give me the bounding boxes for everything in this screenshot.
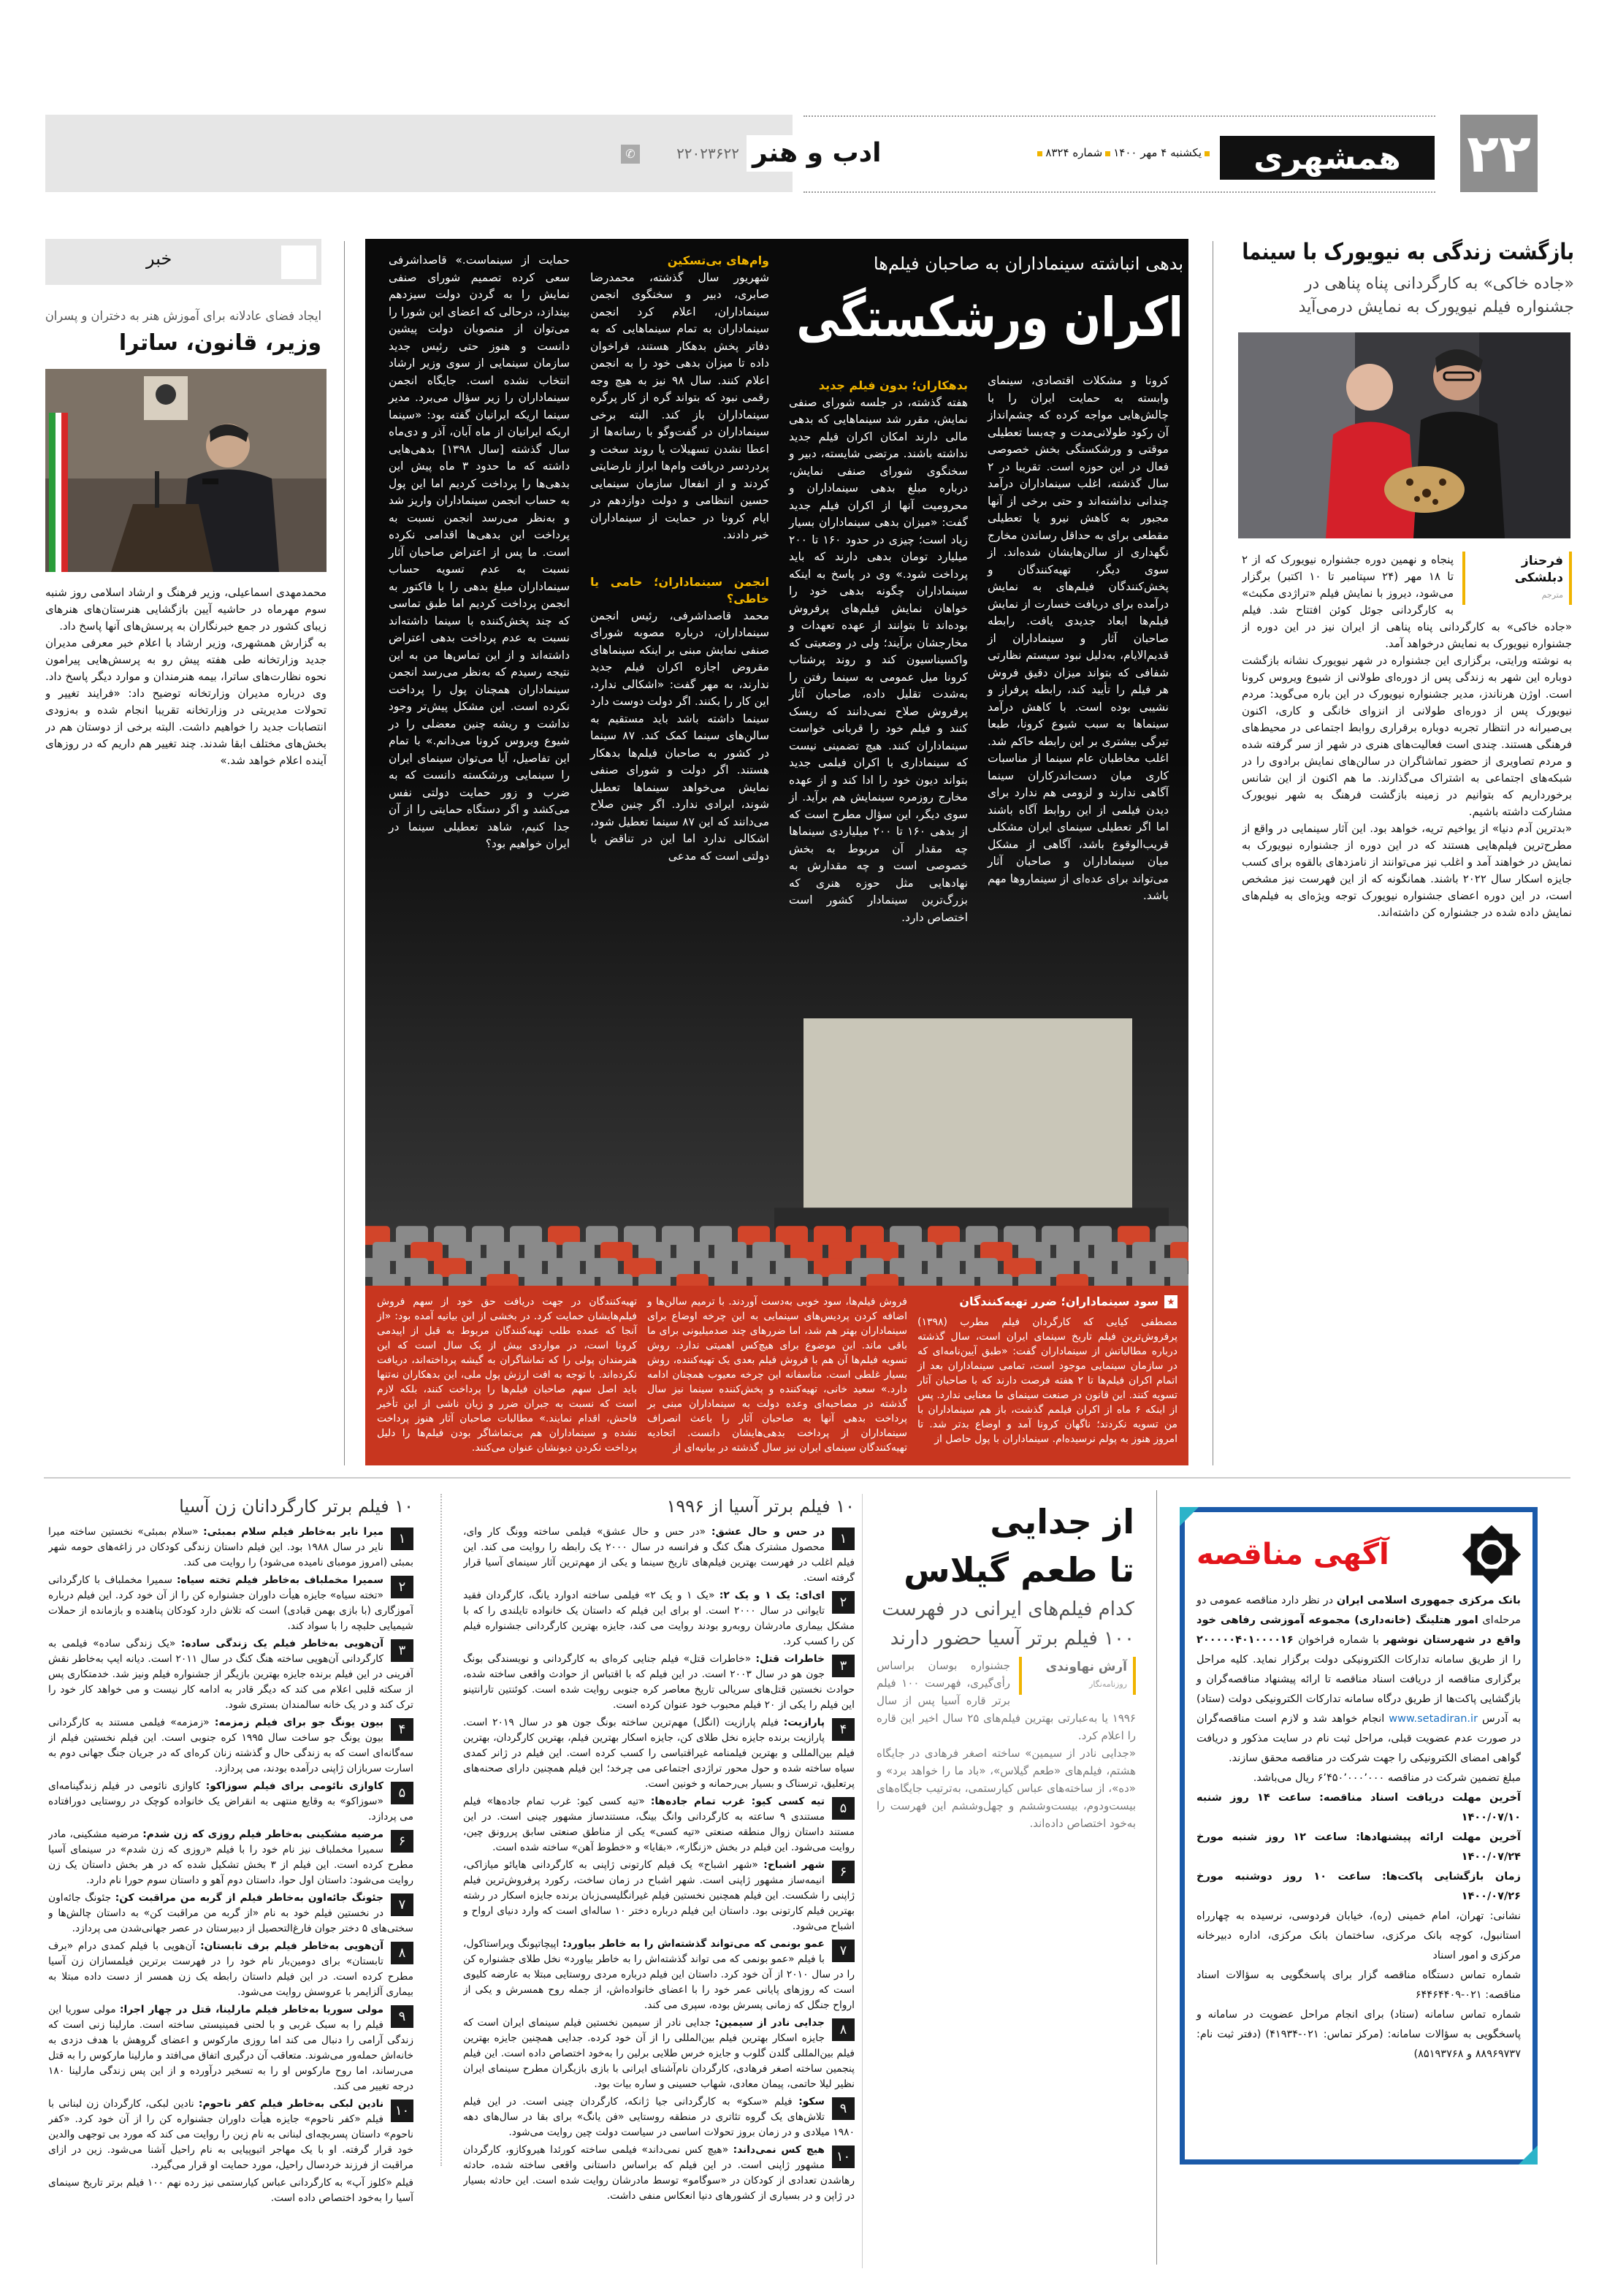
paragraph: جشنواره بوسان براساس رأی‌گیری، فهرست ۱۰۰ فیلم برتر قاره آسیا پس از سال ۱۹۹۶ یا به‌عبارتی بهترین فیلم‌های ۲۵ سال اخیر این قاره را اعلام کرد.: [877, 1659, 1136, 1742]
seat: [1132, 1274, 1164, 1286]
author-role: مترجم: [1541, 590, 1563, 600]
seat: [524, 1274, 557, 1286]
item-title: جدایی نادر از سیمین:: [714, 2017, 825, 2029]
list-footnote: فیلم «کلوز آپ» به کارگردانی عباس کیارستمی نیز رده نهم ۱۰۰ فیلم برتر تاریخ سینمای آسیا را به‌خود اختصاص داده است.: [48, 2177, 413, 2204]
item-text: کاوازی نائومی در فیلم زندگینامه‌ای «سوزاکو» به وقایع منتهی به انقراض یک خانواده کوچک در روستایی دورافتاده می پردازد.: [48, 1780, 413, 1823]
news-title: وزیر، قانون، ساترا: [118, 330, 321, 356]
item-title: در حس و حال عشق:: [711, 1526, 825, 1538]
seat: [980, 1274, 1012, 1286]
seat: [676, 1274, 709, 1286]
item-title: آن‌هویی به‌خاطر فیلم برف تابستان:: [200, 1940, 383, 1952]
item-text: اپیچاتپونگ ویراستاکول، با فیلم «عمو بونمی که می تواند گذشته‌اش را به خاطر بیاورد» نخل طلای جشنواره کن را در سال ۲۰۱۰ از آن خود کرد. داستان این فیلم درباره مردی روستایی مبتلا به عارضه کلیوی است که روزهای پایانی عمر خود را با اعضای خانواده‌اش، از جمله روح همسرش و یکی از ارواح جنگل که زمانی پسرش بوده، سپری می کند.: [463, 1938, 855, 2011]
item-text: «شهر اشباح» یک فیلم کارتونی ژاپنی به کارگردانی هایائو میازاکی، انیمه‌ساز مشهور ژاپنی است. شهر اشباح در زمان ساخت، رکورد پرفروش‌ترین فیلم ژاپنی را شکست. این فیلم همچنین نخستین فیلم غیرانگلیسی‌زبان برنده جایزه اسکار در رشته بهترین فیلم کارتونی بود. داستان این فیلم درباره دختر ۱۰ ساله‌ای است که وارد دنیای ارواح و اشباح می‌شود.: [463, 1859, 855, 1932]
ad-corner-decoration: [1519, 2146, 1538, 2165]
paragraph: حمایت از سینماست.» قاصداشرفی سعی کرده تصمیم شورای صنفی نمایش را به گردن دولت سیزدهم بیندازد، درحالی که اعضای این شورا را می‌توان از منصوبان دولت پیشین دانست و هنوز حتی رئیس جدید سازمان سینمایی از سوی وزیر ارشاد انتخاب نشده است. جایگاه انجمن سینماداران را زیر سؤال می‌برد. مدیر سینما اریکه ایرانیان گفته بود: «سینما اریکه ایرانیان از ماه آبان، آذر و دی‌ماه سال گذشته [سال ۱۳۹۸] بدهی‌هایی داشته که ما حدود ۳ ماه پیش این بدهی‌ها را پرداخت کردیم اما این پول به حساب انجمن سینماداران واریز شد و به‌نظر می‌رسد انجمن نسبت به پرداخت این بدهی‌ها اقدامی نکرده است. ما پس از اعتراض صاحبان آثار نسبت به عدم تسویه حساب سینماداران مبلغ بدهی را با فاکتور به انجمن پرداخت کردیم اما طبق تماسی که چند پخش‌کننده با سینما داشته‌اند نسبت به عدم پرداخت بدهی اعتراض داشته‌اند و از این تماس‌ها من به این نتیجه رسیدم که به‌نظر می‌رسد انجمن سینماداران همچنان پول را پرداخت نکرده است. این مشکل پیش‌تر وجود نداشت و ریشه چنین معضلی را در شیوع ویروس کرونا می‌دانم.» با تمام این تفاصیل، آیا می‌توان سینمای ایران را سینمایی ورشکسته دانست که به ضرب و زور حمایت دولتی نفس می‌کشد و اگر دستگاه حمایتی را از آن جدا کنیم، شاهد تعطیلی سینما در ایران خواهیم بود؟: [389, 253, 570, 850]
item-title: سکو:: [798, 2096, 825, 2108]
subheading: انجمن سینماداران؛ حامی یا خاطی؟: [590, 574, 769, 606]
seat: [486, 1274, 519, 1286]
item-title: نادین لبکی به‌خاطر فیلم کفر ناحوم:: [198, 2098, 383, 2110]
ny-article-subtitle: «جاده خاکی» به کارگردانی پناه پناهی در جشنواره فیلم نیویورک به نمایش درمی‌آید: [1298, 275, 1574, 316]
paragraph: محمد قاصداشرفی، رئیس انجمن سینماداران، درباره مصوبه شورای صنفی نمایش مبنی بر اینکه سینماهای مقروض اجازه اکران فیلم جدید ندارند، به مهر گفت: «اشکالی ندارد، این کار را بکنند. اگر دولت دوست دارد سینما داشته باشد باید مستقیم به سالن‌های سینما کمک کند. ۸۷ سینما در کشور به صاحبان فیلم‌ها بدهکار هستند. اگر دولت و شورای صنفی نمایش می‌خواهد سینماها تعطیل شوند، ایرادی ندارد. اگر چنین صلاح می‌دانند که این ۸۷ سینما تعطیل شود، اشکالی ندارد اما این در تناقض با دولتی است که مدعی: [590, 609, 770, 863]
paragraph: کرونا و مشکلات اقتصادی، سینمای وابسته به حمایت ایران را با چالش‌هایی مواجه کرده که چشم‌انداز آن رکود طولانی‌مدت و چه‌بسا تعطیلی موقتی و ورشکستگی بخش خصوصی فعال در این حوزه است. تقریبا در ۲ سال گذشته، اغلب سینماداران درآمد چندانی نداشته‌اند و حتی برخی از آنها مجبور به کاهش نیرو یا تعطیلی مقطعی برای به حداقل رساندن مخارج نگهداری از سالن‌هایشان شده‌اند. از سوی دیگر، تهیه‌کنندگان و پخش‌کنندگان فیلم‌های به نمایش درآمده برای دریافت خسارت از نمایش فیلم‌ها ابعاد جدیدی یافت. رابطه صاحبان آثار و سینماداران از قدیم‌الایام، به‌دلیل نبود سیستم نظارتی شفافی که بتواند میزان دقیق فروش هر فیلم را تأیید کند، رابطه پرفراز و نشیبی بوده است. با کاهش درآمد سینماها به سبب شیوع کرونا، طبعا تیرگی بیشتری بر این رابطه حاکم شد. اغلب مخاطبان عام سینما از مناسبات کاری میان دست‌اندرکاران سینما آگاهی ندارند و لزومی هم ندارد برای دیدن فیلمی از این روابط آگاه باشند اما اگر تعطیلی سینمای ایران مشکلی قریب‌الوقوع باشد، آگاهی از مشکل میان سینماداران و صاحبان آثار می‌تواند برای عده‌ای از سینماروها مهم باشد.: [988, 374, 1169, 902]
asia-article-title: [877, 1498, 1134, 1594]
list-item: [463, 1858, 855, 1934]
list-item: [48, 1827, 413, 1888]
phone-number: ۲۲۰۲۳۶۲۲: [676, 145, 739, 162]
rank-badge: ۵: [832, 1797, 855, 1820]
asia-article-subtitle: کدام فیلم‌های ایرانی در فهرست ۱۰۰ فیلم برتر آسیا حضور دارند: [882, 1598, 1134, 1649]
newspaper-logo: همشهری: [1220, 136, 1435, 180]
ad-text: امور هتلینگ (خانه‌داری) مجموعه آموزشی رفاهی خود واقع در شهرستان نوشهر: [1196, 1614, 1521, 1646]
star-icon: ★: [1164, 1295, 1177, 1308]
item-title: کاوازی نائومی برای فیلم سوزاکو:: [205, 1780, 383, 1792]
list-item: [48, 1715, 413, 1777]
seat: [1170, 1274, 1188, 1286]
rank-badge: ۵: [391, 1782, 413, 1804]
main-story-kicker: بدهی انباشته سینماداران به صاحبان فیلم‌ها: [873, 253, 1183, 274]
ad-paragraph: شماره تماس سامانه (ستاد) برای انجام مراحل عضویت در سامانه و پاسخگویی به سؤالات سامانه: (مرکز تماس: ۰۲۱-۴۱۹۳۴) (دفتر ثبت نام: ۸۸۹۶۹۷۳۷ و ۸۵۱۹۳۷۶۸): [1196, 2009, 1521, 2060]
list-item: [48, 1525, 413, 1571]
top-films-1996-list: [463, 1496, 855, 2206]
item-title: هیچ کس نمی‌داند:: [733, 2144, 825, 2156]
ad-paragraph: [1196, 1591, 1521, 1769]
call-number: ۲۰۰۰۰۰۴۰۱۰۰۰۰۱۶: [1196, 1634, 1294, 1646]
seat: [600, 1274, 633, 1286]
divider: [44, 1477, 1570, 1479]
item-title: بیون یونگ جو برای فیلم زمزمه:: [214, 1717, 383, 1728]
central-bank-logo-icon: [1462, 1525, 1521, 1584]
item-text: مولی سوریا این فیلم را به سبک غربی و با لحنی فمینیستی ساخته است. مارلینا زنی است که زندگی آرامی را دنبال می کند اما روزی مارکوس و اعضای گروهش با هدف دزدی به خانه‌اش حمله‌ور می‌شوند. متعاقب آن درگیری اتفاق می‌افتد و مارلینا مارکوس را به قتل می‌رساند، اما روح مارکوس او را به تسخیر درآورده و از این پس زندگی مارلینا ۱۸۰ درجه تغییر می کند.: [48, 2004, 413, 2092]
story-column: [988, 373, 1169, 905]
section-title: ادب و هنر: [747, 135, 887, 172]
list-item: [463, 1588, 855, 1649]
list-item: [463, 1937, 855, 2013]
item-title: شهر اشباح:: [763, 1859, 825, 1871]
ad-paragraph: مبلغ تضمین شرکت در مناقصه ۶٬۴۵۰٬۰۰۰٬۰۰۰ ریال می‌باشد.: [1253, 1772, 1521, 1784]
list-title: ۱۰ فیلم برتر کارگردانان زن آسیا: [179, 1496, 413, 1517]
seat: [790, 1274, 822, 1286]
seat: [411, 1274, 443, 1286]
rank-badge: ۲: [391, 1576, 413, 1598]
item-title: ای‌ای: یک ۱ و یک ۲:: [719, 1590, 825, 1601]
paragraph: تهیه‌کنندگان در جهت دریافت حق خود از سهم فروش فیلم‌هایشان حمایت کرد. در بخشی از این بیانیه آمده بود: «از آنجا که عمده طلب تهیه‌کنندگان مربوط به قبل از اپیدمی کرونا است، در مواردی بیش از یک سال است که این هنرمندان پولی را که تماشاگران به گیشه پرداخته‌اند، دریافت نکرده‌اند. با توجه به افت ارزش پول ملی، این بدهکاران نه‌تنها باید اصل سهم صاحبان فیلم‌ها را پرداخت کنند، بلکه لازم است که نسبت به جبران ضرر و زیان ناشی از این تأخیر فاحش، اقدام نمایند.» مطالبات صاحبان آثار هنوز پرداخت نشده و سینماداران هم بی‌تماشاگر بودن فیلم‌ها را دلیل پرداخت نکردن دیونشان عنوان می‌کنند.: [377, 1296, 637, 1454]
divider: [862, 1494, 863, 2268]
rank-badge: ۶: [832, 1861, 855, 1883]
paragraph: مصطفی کیایی که کارگردان فیلم مطرب (۱۳۹۸) پرفروش‌ترین فیلم تاریخ سینمای ایران است، سال گذشته درباره مطالباتش از سینماداران گفت: «طبق آیین‌نامه‌ای که در سازمان سینمایی موجود است، تمامی سینماداران بعد از اتمام اکران فیلم‌ها تا ۲ هفته فرصت دارند که با صاحبان آثار تسویه کنند. این قانون در صنعت سینمای ما معنایی ندارد. پس از اینکه ۶ ماه از اکران فیلمم گذشت، باز هم سینماداران با من تسویه نکردند؛ ناگهان کرونا آمد و اوضاع بدتر شد. تا امروز هنوز به پولم نرسیده‌ام. سینماداران با پول حاصل از: [917, 1316, 1177, 1445]
paragraph: هفته گذشته، در جلسه شورای صنفی نمایش، مقرر شد سینماهایی که بدهی مالی دارند امکان اکران فیلم جدید نداشته باشند. مرتضی شایسته، دبیر و سخنگوی شورای صنفی نمایش، درباره مبلغ بدهی سینماداران و محرومیت آنها از اکران فیلم جدید گفت: «میزان بدهی سینماداران بسیار زیاد است؛ چیزی در حدود ۱۶۰ تا ۲۰۰ میلیارد تومان بدهی دارند که باید پرداخت شود.» وی در پاسخ به اینکه سینماداران چگونه بدهی خود را خواهان نمایش فیلم‌های پرفروش بوده‌اند تا بتوانند از عهده تعهدات و مخارجشان برآیند؛ ولی در وضعیتی که واکسیناسیون کند و روند پرشتاب کرونا میل عمومی به سینما رفتن را به‌شدت تقلیل داده، صاحبان آثار پرفروش صلاح نمی‌دانند که ریسک کنند و فیلم خود را قربانی خواست سینماداران کنند. هیچ تضمینی نیست که سینماداری با اکران فیلمی جدید بتواند دیون خود را ادا کند و از عهده مخارج روزمره سینمایش هم برآید. از سوی دیگر، این سؤال مطرح است که از بدهی ۱۶۰ تا ۲۰۰ میلیاردی سینماها چه مقدار آن مربوط به بخش خصوصی است و چه مقدارش به نهادهایی مثل حوزه هنری که بزرگ‌ترین سینمادار کشور است اختصاص دارد.: [789, 395, 969, 924]
seat: [942, 1274, 974, 1286]
news-subtitle: ایجاد فضای عادلانه برای آموزش هنر به دختران و پسران: [45, 309, 321, 324]
seat: [1018, 1274, 1050, 1286]
item-text: «هیچ کس نمی‌داند» فیلمی ساخته کورئدا هیروکازو، کارگردان مشهور ژاپنی است. در این فیلم که براساس داستانی واقعی ساخته شده، حادثه رهاشدن تعدادی از کودکان در «سوگامو» توسط مادرشان روایت شده است. این حادثه بسیار در ژاپن و در بسیاری از کشورهای دنیا انعکاس منفی داشت.: [463, 2144, 855, 2202]
asia-article-body: [877, 1657, 1136, 2263]
seat: [1094, 1274, 1126, 1286]
item-text: «خاطرات قتل» فیلم جنایی کره‌ای به کارگردانی و نویسندگی بونگ جون هو در سال ۲۰۰۳ است. در این فیلم که با اقتباس از حوادث واقعی ساخته شده، حوادث نخستین قتل‌های سریالی تاریخ معاصر کره جنوبی روایت شده است. کوئنتین تارانتینو این فیلم را یکی از ۲۰ فیلم محبوب خود عنوان کرده است.: [463, 1653, 855, 1711]
ad-org: بانک مرکزی جمهوری اسلامی ایران: [1336, 1595, 1521, 1606]
list-item: [48, 1636, 413, 1713]
item-text: «سلام بمبئی» نخستین ساخته میرا نایر در سال ۱۹۸۸ بود. این فیلم داستان زندگی کودکان در زاغه‌های حومه شهر بمبئی (امروز مومبای نامیده می‌شود) را روایت می کند.: [48, 1526, 413, 1568]
rank-badge: ۴: [391, 1718, 413, 1741]
ad-title: آگهی مناقصه: [1196, 1537, 1389, 1571]
list-item: [48, 1939, 413, 2000]
ad-text: با شماره فراخوان: [1298, 1634, 1379, 1646]
seat: [904, 1274, 936, 1286]
list-item: [463, 1525, 855, 1586]
seat: [714, 1274, 747, 1286]
seat: [562, 1274, 595, 1286]
ny-article-body: [1242, 552, 1572, 1465]
list-item: [48, 1779, 413, 1825]
item-text: نادین لبکی، کارگردان زن لبنانی با فیلم «کفر ناحوم» جایزه هیأت داوران جشنواره کن را از آن خود کرد. «کفر ناحوم» داستان پسربچه‌ای لبنانی به نام زین را روایت می کند که مورد بی توجهی والدین خود قرار گرفته. او با یک مهاجر اتیوپیایی به نام راحیل آشنا می‌شود. زین در ازای مراقبت از فرزند خردسال راحیل، مورد حمایت او قرار می‌گیرد.: [48, 2098, 413, 2171]
rank-badge: ۷: [391, 1893, 413, 1916]
item-text: سمیرا مخملباف با کارگردانی «تخته سیاه» جایزه هیأت داوران جشنواره کن را از آن خود کرد. این فیلم درباره آموزگاری (با بازی بهمن قبادی) است که تلاش دارد کودکان پناهنده و بازمانده از حملات شیمیایی حلبچه را با سواد کند.: [48, 1574, 413, 1632]
rank-badge: ۱۰: [391, 2099, 413, 2122]
seat: [752, 1274, 785, 1286]
item-title: آن‌هویی به‌خاطر فیلم یک زندگی ساده:: [180, 1638, 383, 1649]
dateline: [1023, 146, 1213, 159]
tender-advertisement: [1180, 1507, 1538, 2165]
item-title: مولی سوریا به‌خاطر فیلم مارلینا، قتل در چهار اجرا:: [120, 2004, 384, 2015]
ad-corner-decoration: [1180, 1507, 1199, 1526]
sidebar-column: [917, 1294, 1177, 1446]
news-label: خبر: [146, 248, 172, 269]
paragraph: پنجاه و نهمین دوره جشنواره نیویورک که از ۲ تا ۱۸ مهر (۲۴ سپتامبر تا ۱۰ اکتبر) برگزار می‌شود، دیروز با نمایش فیلم «تراژدی مکبث» به کارگردانی جوئل کوئن افتتاح شد. فیلم «جاده خاکی» به کارگردانی پناه پناهی از ایران نیز در این دوره از جشنواره نیویورک به نمایش درخواهد آمد.: [1242, 553, 1572, 650]
women-directors-list: [48, 1496, 413, 2206]
ad-text: در نظر دارد مناقصه عمومی دو مرحله‌ای: [1196, 1595, 1521, 1626]
rank-badge: ۳: [832, 1655, 855, 1677]
author-role: روزنامه‌نگار: [1089, 1679, 1127, 1689]
list-item: [48, 2002, 413, 2094]
item-title: جئونگ جائه‌اون به‌خاطر فیلم از گربه من مراقبت کن:: [115, 1892, 384, 1904]
item-title: میرا نایر به‌خاطر فیلم سلام بمبئی:: [203, 1526, 383, 1538]
item-text: فیلم «سکو» به کارگردانی جیا ژانکه، کارگردان چینی است. در این فیلم تلاش‌های یک گروه تئاتری در منطقه روستایی «فن یانگ» برای بقا در سال‌های دهه ۱۹۸۰ میلادی و در زمان بروز تحولات اساسی در سیاست دولت چین روایت می‌شود.: [463, 2096, 855, 2138]
news-body: [45, 584, 327, 1465]
list-item: [463, 2143, 855, 2204]
paragraph: محمدمهدی اسماعیلی، وزیر فرهنگ و ارشاد اسلامی روز شنبه سوم مهرماه در حاشیه آیین بازگشایی هنرستان‌های هنرهای زیبای کشور در جمع خبرنگاران به پرسش‌های آنها پاسخ داد.: [45, 586, 327, 633]
divider: [440, 1494, 442, 2166]
list-item: [48, 1573, 413, 1634]
list-item: [48, 1891, 413, 1937]
main-story-headline: اکران ورشکستگی: [796, 286, 1183, 349]
issue-date: یکشنبه ۴ مهر ۱۴۰۰: [1113, 146, 1202, 159]
author-name: آرش نهاوندی: [1045, 1660, 1127, 1674]
seat: [638, 1274, 671, 1286]
item-text: «تیه کسی کیو: غرب تمام جاده‌ها» فیلم مستندی ۹ ساعته به کارگردانی وانگ بینگ، مستندساز مشهور چینی است. در این مستند داستان زوال منطقه صنعتی «تیه کسی» یکی از مناطق صنعتی سابق‌ پررونق چین، روایت می‌شود. این فیلم در بخش «زنگار»، «بقایا» و «خطوط آهن» ساخته شده است.: [463, 1796, 855, 1853]
paragraph: «بدترین آدم دنیا» از یواخیم تریه، خواهد بود. این آثار سینمایی در واقع از مطرح‌ترین فیلم‌هایی هستند که در این دوره از جشنواره نیویورک به نمایش در خواهند آمد و اغلب نیز می‌توانند از نامزدهای بالقوه برای کسب جایزه اسکار سال ۲۰۲۲ باشند. همانگونه که از این فهرست نیز مشخص است، در این دوره اعضای جشنواره نیویورک توجه ویژه‌ای به فیلم‌های نمایش داده شده در جشنواره کن داشته‌اند.: [1242, 822, 1572, 919]
title-line: تا طعم گیلاس: [904, 1550, 1134, 1590]
item-text: جدایی نادر از سیمین نخستین فیلم سینمای ایران است که جایزه اسکار بهترین فیلم بین‌المللی را از آن خود کرده. جدایی همچنین جایزه بهترین فیلم بین‌المللی گلدن گلوب و جایزه خرس طلایی برلین را به‌خود اختصاص داده است. این فیلم پنجمین ساخته اصغر فرهادی، کارگردان نام‌آشنای ایرانی با بازی بازیگران مطرح سینمای ایران نظیر لیلا حاتمی، پیمان معادی، شهاب حسینی و ساره بیات بود.: [463, 2017, 855, 2090]
paragraph: شهریور سال گذشته، محمدرضا صابری، دبیر و سخنگوی انجمن سینماداران، اعلام کرد انجمن سینماداران به تمام سینماهایی که به دفاتر پخش بدهکار هستند، فراخوان داده تا میزان بدهی خود را به انجمن اعلام کنند. سال ۹۸ نیز به هیچ وجه رقمی نبود که بتواند گره از کار پرگره سینماداران باز کند. البته برخی سینماداران در گفت‌وگو با رسانه‌ها از اعطا نشدن تسهیلات یا روند سخت و پردردسر دریافت وام‌ها ابراز نارضایتی کردند و از انفعال سازمان سینمایی حسین انتظامی و دولت دوازدهم در ایام کرونا در حمایت از سینماداران خبر دادند.: [590, 270, 769, 541]
ad-paragraph: آخرین مهلت ارائه پیشنهادها: ساعت ۱۲ روز شنبه مورخ ۱۴۰۰/۰۷/۲۴: [1196, 1831, 1521, 1863]
byline: [1462, 552, 1572, 605]
ny-article-title: بازگشت زندگی به نیویورک با سینما: [1242, 239, 1574, 265]
ad-text: را از طریق سامانه تدارکات الکترونیکی دولت برگزار نماید. کلیه مراحل برگزاری مناقصه از دریافت اسناد مناقصه تا ارائه پیشنهاد مناقصه‌گران و بازگشایی پاکت‌ها از طریق درگاه سامانه تدارکات الکترونیکی دولت (ستاد) به آدرس: [1196, 1654, 1522, 1725]
list-item: [463, 1652, 855, 1713]
seat: [373, 1274, 405, 1286]
ad-text: انجام خواهد شد و لازم است مناقصه‌گران در صورت عدم عضویت قبلی، مراحل ثبت نام در سایت مذکور و دریافت گواهی امضای الکترونیکی را جهت شرکت در مناقصه محقق سازند.: [1196, 1713, 1521, 1764]
issue-number: شماره ۸۳۲۴: [1045, 146, 1103, 159]
sidebar-column: [647, 1294, 907, 1455]
story-column: [389, 252, 570, 853]
item-title: سمیرا مخملباف به‌خاطر فیلم تخته سیاه:: [176, 1574, 383, 1586]
title-line: از جدایی: [990, 1502, 1134, 1541]
item-title: عمو بونمی که می‌تواند گذشته‌اش را به خاطر بیاورد:: [562, 1938, 825, 1950]
divider: [1156, 1490, 1157, 2265]
ad-paragraph: شماره تماس دستگاه مناقصه گزار برای پاسخگویی به سؤالات اسناد مناقصه: ۰۲۱-۶۴۴۶۴۴۰۹: [1196, 1969, 1521, 2001]
ad-paragraph: زمان بازگشایی پاکت‌ها: ساعت ۱۰ روز دوشنبه مورخ ۱۴۰۰/۰۷/۲۶: [1196, 1871, 1521, 1902]
rank-badge: ۲: [832, 1591, 855, 1614]
seat: [866, 1274, 898, 1286]
rank-badge: ۸: [832, 2018, 855, 2041]
item-text: «یک ۱ و یک ۲» فیلمی ساخته ادوارد یانگ، کارگردان فقید تایوانی در سال ۲۰۰۰ است. او برای این فیلم که داستان یک خانواده تایلندی را که با مشکل بیماری مادرشان روبه‌رو بودند روایت می کند، جایزه بهترین کارگردانی جشنواره فیلم کن را کسب کرد.: [463, 1590, 855, 1647]
rank-badge: ۳: [391, 1639, 413, 1662]
subheading: بدهکاران؛ بدون فیلم جدید: [818, 378, 968, 392]
ad-paragraph: آخرین مهلت دریافت اسناد مناقصه: ساعت ۱۴ روز شنبه ۱۴۰۰/۰۷/۱۰: [1196, 1792, 1521, 1823]
divider: [344, 241, 345, 1465]
author-name: فرحناز دبلشکی: [1514, 554, 1563, 585]
paragraph: فروش فیلم‌ها، سود خوبی به‌دست آوردند. با ترمیم سالن‌ها و اضافه کردن پردیس‌های سینمایی به این چرخه اوضاع برای سینماداران بهتر هم شد، اما ضررهای چند صدمیلیونی برای ما باقی ماند. این موضوع برای هیچ‌کس اهمیتی ندارد. روش تسویه فیلم‌ها آن هم با فروش فیلم بعدی یک تهیه‌کننده، روش بسیار غلطی است. متأسفانه این چرخه معیوب همچنان ادامه دارد.» سعید خانی، تهیه‌کننده و پخش‌کننده سینما نیز سال گذشته در مصاحبه‌ای وعده دولت به سینماداران مبنی بر پرداخت بدهی آنها به صاحبان آثار را باعث انصراف سینماداران از پرداخت بدهی‌هایشان دانست. اتحادیه تهیه‌کنندگان سینمای ایران نیز سال گذشته در بیانیه‌ای از: [647, 1296, 907, 1454]
item-text: «در حس و حال عشق» فیلمی ساخته وونگ کار وای، محصول مشترک هنگ کنگ و فرانسه در سال ۲۰۰۰ یک رابطه را روایت می کند. این فیلم اغلب در فهرست بهترین فیلم‌های تاریخ سینما و یکی از مهم‌ترین آثار سینمای آسیا قرار گرفته است.: [463, 1526, 855, 1584]
rank-badge: ۹: [391, 2005, 413, 2028]
rank-badge: ۹: [832, 2097, 855, 2120]
setadiran-link[interactable]: www.setadiran.ir: [1389, 1713, 1478, 1725]
seat: [1056, 1274, 1088, 1286]
rank-badge: ۱۰: [832, 2146, 855, 2168]
paragraph: به نوشته ورایتی، برگزاری این جشنواره در شهر نیویورک نشانه بازگشت دوباره این شهر به زندگی پس از دوره‌ای طولانی از شیوع ویروس کرونا است. اوژن هرناندز، مدیر جشنواره نیویورک در این باره می‌گوید: مردم نیویورک پس از دوره‌ای طولانی از انزوای خانگی و کاری، اکنون بی‌صبرانه در انتظار تجربه دوباره برقراری روابط اجتماعی در محیط‌های فرهنگی هستند. چندی است فعالیت‌های هنری در شهر از سر گرفته شده و مردم تصاویری از حضور تماشاگران در سالن‌های نمایش برادوی را در شبکه‌های اجتماعی به اشتراک می‌گذارند. ما هم اکنون از این شانس برخورداریم که بتوانیم در زمینه بازگشت فرهنگ به شهر نیویورک مشارکت داشته باشیم.: [1242, 654, 1572, 818]
item-title: تیه کسی کیو: غرب تمام جاده‌ها:: [650, 1796, 825, 1807]
item-text: جئونگ جائه‌اون در نخستین فیلم خود به نام «از گربه من مراقبت کن» به داستان چالش‌ها و سختی‌های ۵ دختر جوان فارغ‌التحصیل از دبیرستان در عصر جهانی‌شدن می پردازد.: [48, 1892, 413, 1934]
paragraph: «جدایی نادر از سیمین» ساخته اصغر فرهادی در جایگاه هشتم، فیلم‌های «طعم گیلاس»، «باد ما را خواهد برد» و «ده»، از ساخته‌های عباس کیارستمی، به‌ترتیب جایگاه‌های بیست‌ودوم، بیست‌وششم و چهل‌وششم این فهرست را به‌خود اختصاص داده‌اند.: [877, 1747, 1136, 1830]
rank-badge: ۴: [832, 1718, 855, 1741]
item-text: آن‌هویی با فیلم کمدی درام «برف تابستان» برای دومین‌بار نام خود را در فهرست برترین فیلمسازان زن آسیا مطرح کرده است. در این فیلم داستان رابطه یک زن همسر از دست داده مبتلا به بیماری آلزایمر با عروسش روایت می‌شود.: [48, 1940, 413, 1998]
paragraph: به گزارش همشهری، وزیر ارشاد با اعلام خبر معرفی مدیران جدید وزارتخانه طی هفته پیش رو به پرسش‌هایی پیرامون نحوه نظارت‌های ساترا، بیمه هنرمندان و موارد دیگر پاسخ داد. وی درباره مدیران وزارتخانه توضیح داد: «فرایند تغییر و تحولات مدیریتی در وزارتخانه تقریبا انجام شده و به‌زودی انتصابات جدید را خواهیم داشت. البته برخی از دوستان هم در بخش‌های مختلف ابقا شدند. چند تغییر هم داریم که در روزهای آینده اعلام خواهد شد.»: [45, 636, 327, 767]
subheading: وام‌های بی‌تسکین: [667, 253, 769, 267]
list-title: ۱۰ فیلم برتر آسیا از ۱۹۹۶: [666, 1496, 855, 1517]
rank-badge: ۶: [391, 1830, 413, 1853]
list-item: [463, 1715, 855, 1792]
byline: [1019, 1657, 1136, 1695]
news-label-bar: [45, 239, 321, 285]
item-text: فیلم پارازیت (انگل) مهم‌ترین ساخته بونگ جون هو در سال ۲۰۱۹ است. پارازیت برنده جایزه نخل طلای کن، جایزه اسکار بهترین فیلم، بهترین کارگردان، بهترین فیلم بین‌المللی و بهترین فیلمنامه غیراقتباسی را کسب کرده است. این فیلم در ژانر کمدی سیاه ساخته شده و حول محور تراژدی اجتماعی می چرخد؛ این فیلم همچنین دارای صحنه‌های پرتعلیق، ترسناک و بسیار بی‌رحمانه و خونین است.: [463, 1717, 855, 1790]
sidebar-column: [377, 1294, 637, 1455]
seat: [448, 1274, 481, 1286]
seat: [828, 1274, 860, 1286]
item-text: «زمزمه» فیلمی مستند به کارگردانی بیون یونگ جو ساخت سال ۱۹۹۵ کره جنوبی است. این فیلم نخستین فیلم از سه‌گانه‌ای است که به زندگی حال و گذشته زنان کره‌ای که در جریان جنگ جهانی دوم به اسارت سربازان ژاپنی درآمده بودند، می پردازد.: [48, 1717, 413, 1774]
item-text: «یک زندگی ساده» فیلمی به کارگردانی آن‌هویی ساخته هنگ کنگ در سال ۲۰۱۱ است. دیانه ایپ به‌خاطر نقش آفرینی در این فیلم برنده جایزه بهترین بازیگر از جشنواره فیلم ونیز شد. خدمتکاری پس از سکته قلبی اعلام می کند که دیگر قادر به ادامه کار نیست و می خواهد کار خود را ترک کند و در یک خانه سالمندان بستری شود.: [48, 1638, 413, 1711]
phone-icon: ✆: [621, 145, 640, 164]
rank-badge: ۱: [832, 1528, 855, 1550]
story-column: [590, 252, 769, 865]
ad-paragraph: نشانی: تهران، امام خمینی (ره)، خیابان فردوسی، نرسیده به چهارراه استانبول، کوچه بانک مرکزی، ساختمان بانک مرکزی، اداره دبیرخانه مرکزی و امور اسناد: [1196, 1910, 1521, 1961]
story-column: [789, 373, 968, 926]
rank-badge: ۷: [832, 1940, 855, 1962]
page-number: ۲۲: [1460, 115, 1538, 192]
list-item: [48, 2097, 413, 2173]
divider: [804, 115, 1435, 117]
list-item: [463, 2015, 855, 2092]
list-item: [463, 2094, 855, 2140]
rank-badge: ۸: [391, 1942, 413, 1964]
item-title: خاطرات قتل:: [755, 1653, 825, 1665]
label-box: [281, 245, 316, 279]
item-title: مرضیه مشکینی به‌خاطر فیلم روزی که زن شدم:: [142, 1828, 383, 1840]
rank-badge: ۱: [391, 1528, 413, 1550]
list-item: [463, 1794, 855, 1856]
minister-photo: [45, 369, 327, 572]
item-text: مرضیه مشکینی، مادر سمیرا مخملباف نیز نام خود را با فیلم «روزی که زن شدم» در سینمای آسیا مطرح کرده است. این فیلم از ۳ بخش تشکیل شده که در هر بخش داستان یک زن روایت می‌شود: داستان اول حوا، داستان دوم آهو و داستان سوم حورا نام دارد.: [48, 1828, 413, 1886]
item-title: پارازیت:: [783, 1717, 825, 1728]
sidebar-title: سود سینماداران؛ ضرر تهیه‌کنندگان: [959, 1294, 1159, 1308]
divider: [804, 191, 1435, 193]
ny-photo: [1238, 332, 1570, 538]
